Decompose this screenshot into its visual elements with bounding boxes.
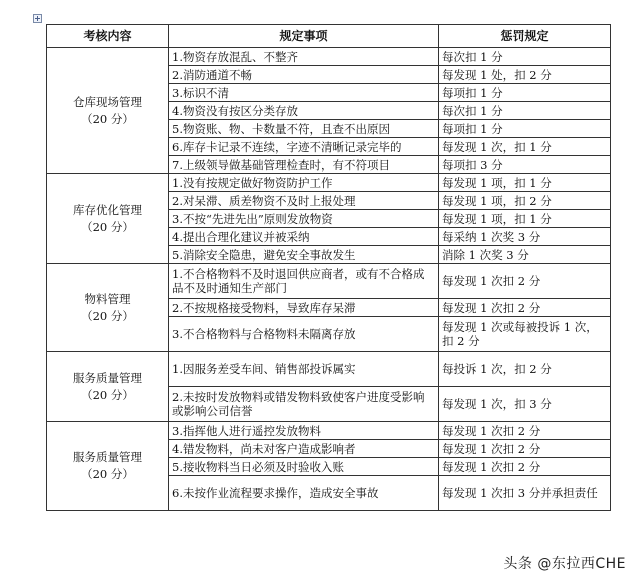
rule-cell: 3.指挥他人进行遥控发放物料 <box>169 422 439 440</box>
penalty-cell: 每发现 1 项，扣 2 分 <box>439 192 611 210</box>
penalty-cell: 每发现 1 次，扣 1 分 <box>439 138 611 156</box>
rule-cell: 1.没有按规定做好物资防护工作 <box>169 174 439 192</box>
assessment-table <box>46 24 611 511</box>
category-name: 服务质量管理 <box>73 370 142 385</box>
rule-cell: 3.不按“先进先出”原则发放物资 <box>169 210 439 228</box>
rule-cell: 1.不合格物料不及时退回供应商者，或有不合格成品不及时通知生产部门 <box>169 264 439 299</box>
table-header-row <box>47 25 611 48</box>
rule-cell: 5.接收物料当日必须及时验收入账 <box>169 458 439 476</box>
rule-cell: 6.库存卡记录不连续，字迹不清晰记录完毕的 <box>169 138 439 156</box>
penalty-cell: 每项扣 1 分 <box>439 120 611 138</box>
category-cell <box>47 48 169 174</box>
rule-cell: 2.消防通道不畅 <box>169 66 439 84</box>
penalty-cell: 每发现 1 次或每被投诉 1 次，扣 2 分 <box>439 317 611 352</box>
penalty-cell: 每发现 1 处，扣 2 分 <box>439 66 611 84</box>
rule-cell: 4.错发物料，尚未对客户造成影响者 <box>169 440 439 458</box>
rule-cell: 4.提出合理化建议并被采纳 <box>169 228 439 246</box>
category-score: （20 分） <box>81 387 134 402</box>
category-name: 服务质量管理 <box>73 450 142 464</box>
penalty-cell: 消除 1 次奖 3 分 <box>439 246 611 264</box>
penalty-cell: 每次扣 1 分 <box>439 102 611 120</box>
category-cell <box>47 174 169 264</box>
rule-cell: 1.因服务差受车间、销售部投诉属实 <box>169 352 439 387</box>
rule-cell: 2.对呆滞、质差物资不及时上报处理 <box>169 192 439 210</box>
penalty-cell: 每发现 1 次扣 2 分 <box>439 264 611 299</box>
category-cell <box>47 422 169 511</box>
header-content: 考核内容 <box>47 25 169 48</box>
category-score: （20 分） <box>81 111 134 126</box>
penalty-cell: 每采纳 1 次奖 3 分 <box>439 228 611 246</box>
category-score: （20 分） <box>81 219 134 234</box>
rule-cell: 4.物资没有按区分类存放 <box>169 102 439 120</box>
category-cell <box>47 352 169 422</box>
penalty-cell: 每发现 1 项，扣 1 分 <box>439 210 611 228</box>
rule-cell: 3.不合格物料与合格物料未隔离存放 <box>169 317 439 352</box>
table-row <box>47 174 611 192</box>
table-row <box>47 352 611 387</box>
rule-cell: 5.物资账、物、卡数量不符，且查不出原因 <box>169 120 439 138</box>
category-name: 物料管理 <box>84 291 131 306</box>
penalty-cell: 每发现 1 次扣 2 分 <box>439 299 611 317</box>
table-row <box>47 48 611 66</box>
table-move-handle-icon[interactable] <box>33 14 42 23</box>
rule-cell: 3.标识不清 <box>169 84 439 102</box>
penalty-cell: 每项扣 3 分 <box>439 156 611 174</box>
penalty-cell: 每发现 1 次扣 2 分 <box>439 422 611 440</box>
penalty-cell: 每发现 1 次扣 2 分 <box>439 458 611 476</box>
penalty-cell: 每次扣 1 分 <box>439 48 611 66</box>
rule-cell: 1.物资存放混乱、不整齐 <box>169 48 439 66</box>
category-cell <box>47 264 169 352</box>
header-rule: 规定事项 <box>169 25 439 48</box>
category-name: 库存优化管理 <box>73 202 142 217</box>
rule-cell: 6.未按作业流程要求操作，造成安全事故 <box>169 476 439 511</box>
rule-cell: 2.未按时发放物料或错发物料致使客户进度受影响或影响公司信誉 <box>169 387 439 422</box>
category-score: （20 分） <box>81 308 134 323</box>
penalty-cell: 每投诉 1 次，扣 2 分 <box>439 352 611 387</box>
watermark: 头条 @东拉西CHE <box>503 556 626 572</box>
header-penalty: 惩罚规定 <box>439 25 611 48</box>
table-row <box>47 422 611 440</box>
penalty-cell: 每发现 1 次，扣 3 分 <box>439 387 611 422</box>
penalty-cell: 每项扣 1 分 <box>439 84 611 102</box>
penalty-cell: 每发现 1 次扣 2 分 <box>439 440 611 458</box>
penalty-cell: 每发现 1 项，扣 1 分 <box>439 174 611 192</box>
category-score: （20 分） <box>81 467 134 481</box>
rule-cell: 7.上级领导做基础管理检查时，有不符项目 <box>169 156 439 174</box>
penalty-cell: 每发现 1 次扣 3 分并承担责任 <box>439 476 611 511</box>
rule-cell: 2.不按规格接受物料，导致库存呆滞 <box>169 299 439 317</box>
category-name: 仓库现场管理 <box>73 94 142 109</box>
rule-cell: 5.消除安全隐患，避免安全事故发生 <box>169 246 439 264</box>
table-row <box>47 264 611 299</box>
